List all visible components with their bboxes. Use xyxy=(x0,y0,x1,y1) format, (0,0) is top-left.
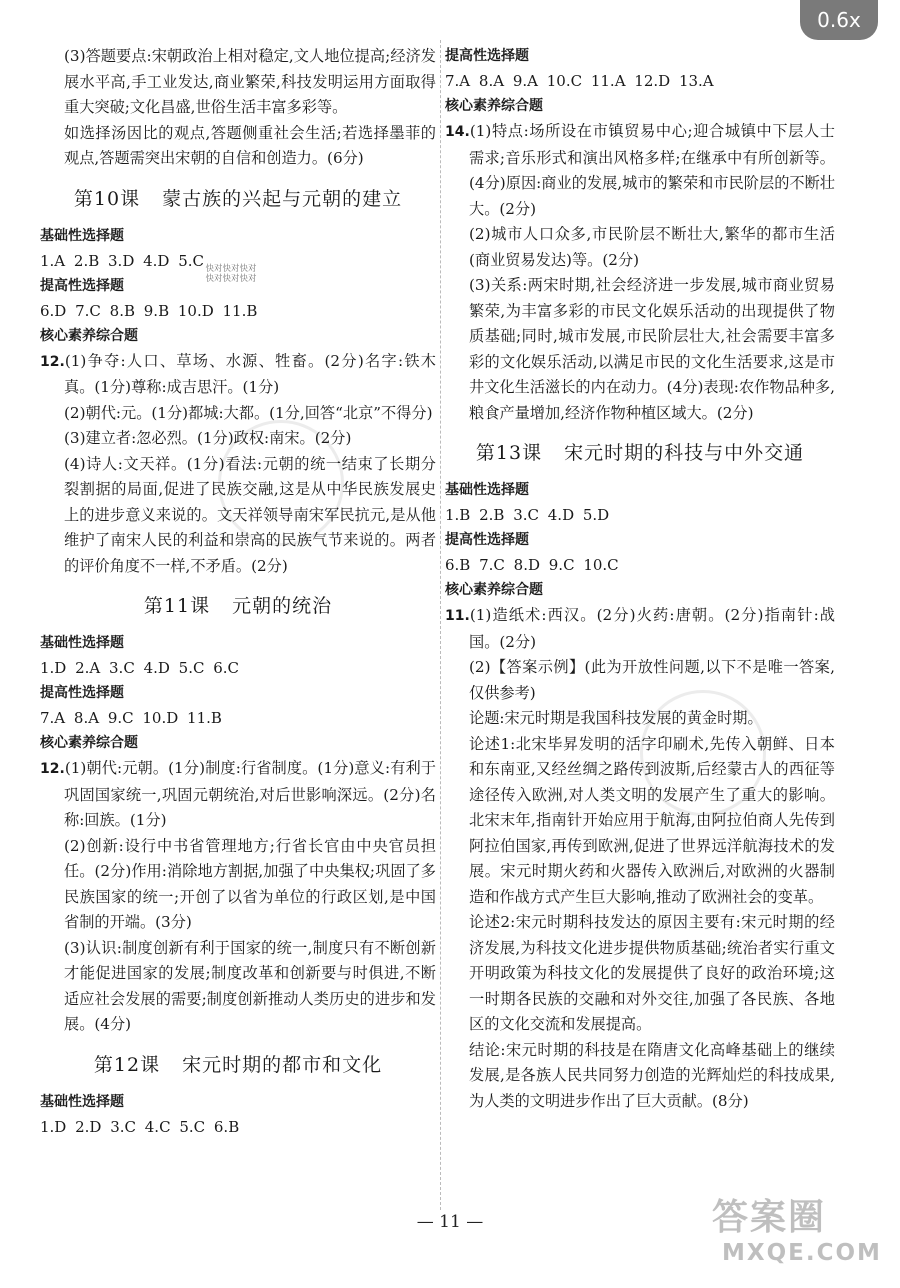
answer-paragraph: (2)朝代:元。(1分)都城:大都。(1分,回答“北京”不得分) xyxy=(64,403,433,422)
answer-paragraph: 论题:宋元时期是我国科技发展的黄金时期。 xyxy=(469,709,763,727)
lesson-title xyxy=(445,438,835,468)
section-heading: 提高性选择题 xyxy=(445,48,529,64)
answer-line: 7.A 8.A 9.C 10.D 11.B xyxy=(40,709,222,727)
answer-paragraph: (2)创新:设行中书省管理地方;行省长官由中央官员担任。(2分)作用:消除地方割据,加强了中央集权;巩固了多民族国家的统一;开创了以省为单位的行政区划,是中国省制的开端。(3分) xyxy=(64,836,436,931)
answer-paragraph: (2)城市人口众多,市民阶层不断壮大,繁华的都市生活(商业贸易发达)等。(2分) xyxy=(469,225,835,269)
question-number: 11. xyxy=(445,608,470,624)
lesson-number: 第11课 xyxy=(143,595,211,617)
section-heading: 核心素养综合题 xyxy=(40,735,138,751)
stamp-watermark: 快对快对快对 快对快对快对 xyxy=(205,264,257,284)
lesson-name: 宋元时期的都市和文化 xyxy=(182,1053,383,1076)
question-answer xyxy=(445,119,835,222)
section-heading: 提高性选择题 xyxy=(445,532,529,548)
answer-text: (1)争夺:人口、草场、水源、牲畜。(2分)名字:铁木真。(1分)尊称:成吉思汗。(1分) xyxy=(64,351,436,396)
section-heading: 提高性选择题 xyxy=(40,277,124,294)
answer-paragraph: 论述1:北宋毕昇发明的活字印刷术,先传入朝鲜、日本和东南亚,又经丝绸之路传到波斯,后经蒙古人的西征等途径传入欧洲,对人类文明的发展产生了重大的影响。北宋末年,指南针开始应用于航海,由阿拉伯商人先传到阿拉伯国家,再传到欧洲,促进了世界远洋航海技术的发展。宋元时期火药和火器传入欧洲后,对欧洲的火器制造和作战方式产生巨大影响,推动了欧洲社会的变革。 xyxy=(469,734,835,906)
answer-text: (1)朝代:元朝。(1分)制度:行省制度。(1分)意义:有利于巩固国家统一,巩固元朝统治,对后世影响深远。(2分)名称:回族。(1分) xyxy=(64,759,436,829)
section-heading: 基础性选择题 xyxy=(40,1093,124,1110)
section-heading: 核心素养综合题 xyxy=(40,327,138,344)
section-heading: 基础性选择题 xyxy=(445,482,529,498)
section-heading: 核心素养综合题 xyxy=(445,98,543,114)
answer-paragraph: (3)关系:两宋时期,社会经济进一步发展,城市商业贸易繁荣,为丰富多彩的市民文化娱乐活动的出现提供了物质基础;同时,城市发展,市民阶层壮大,社会需要丰富多彩的文化娱乐活动,以满足市民的文化生活要求,这是市井文化生活滋长的内在动力。(4分)表现:农作物品种多,粮食产量增加,经济作物种植区域大。(2分) xyxy=(469,276,835,422)
question-number: 12. xyxy=(40,761,65,777)
lesson-number: 第12课 xyxy=(93,1053,161,1076)
zoom-level-badge[interactable]: 0.6x xyxy=(800,0,878,40)
answer-paragraph: (3)建立者:忽必烈。(1分)政权:南宋。(2分) xyxy=(64,429,352,447)
answer-line: 6.B 7.C 8.D 9.C 10.C xyxy=(445,556,619,574)
lesson-name: 元朝的统治 xyxy=(232,595,333,617)
answer-paragraph: (4)诗人:文天祥。(1分)看法:元朝的统一结束了长期分裂割据的局面,促进了民族交融,这是从中华民族发展史上的进步意义来说的。文天祥领导南宋军民抗元,是从他维护了南宋人民的利益和崇高的民族气节来说的。两者的评价角度不一样,不矛盾。(2分) xyxy=(64,454,436,575)
section-heading: 基础性选择题 xyxy=(40,635,124,651)
section-heading: 提高性选择题 xyxy=(40,685,124,701)
answer-paragraph: 如选择汤因比的观点,答题侧重社会生活;若选择墨菲的观点,答题需突出宋朝的自信和创造力。(6分) xyxy=(64,123,436,167)
lesson-number: 第10课 xyxy=(73,187,141,210)
answer-line: 1.D 2.A 3.C 4.D 5.C 6.C xyxy=(40,659,240,677)
question-number: 14. xyxy=(445,124,470,140)
lesson-name: 蒙古族的兴起与元朝的建立 xyxy=(162,187,403,210)
answer-paragraph: (3)答题要点:宋朝政治上相对稳定,文人地位提高;经济发展水平高,手工业发达,商业繁荣,科技发明运用方面取得重大突破;文化昌盛,世俗生活丰富多彩等。 xyxy=(64,47,436,116)
answer-paragraph: 结论:宋元时期的科技是在隋唐文化高峰基础上的继续发展,是各族人民共同努力创造的光辉灿烂的科技成果,为人类的文明进步作出了巨大贡献。(8分) xyxy=(469,1040,835,1110)
answer-line: 1.B 2.B 3.C 4.D 5.D xyxy=(445,506,610,524)
answer-line: 6.D 7.C 8.B 9.B 10.D 11.B xyxy=(40,301,258,320)
answer-line: 7.A 8.A 9.A 10.C 11.A 12.D 13.A xyxy=(445,72,714,90)
lesson-name: 宋元时期的科技与中外交通 xyxy=(564,442,805,464)
watermark-domain-text: MXQE.COM xyxy=(722,1240,882,1266)
answer-text: (1)造纸术:西汉。(2分)火药:唐朝。(2分)指南针:战国。(2分) xyxy=(469,606,835,651)
answer-paragraph: (3)认识:制度创新有利于国家的统一,制度只有不断创新才能促进国家的发展;制度改革和创新要与时俱进,不断适应社会发展的需要;制度创新推动人类历史的进步和发展。(4分) xyxy=(64,938,436,1033)
lesson-title xyxy=(40,184,436,214)
lesson-number: 第13课 xyxy=(475,442,543,464)
answer-paragraph: 论述2:宋元时期科技发达的原因主要有:宋元时期的经济发展,为科技文化进步提供物质基础;统治者实行重文开明政策为科技文化的发展提供了良好的政治环境;这一时期各民族的交融和对外交往,加强了各民族、各地区的文化交流和发展提高。 xyxy=(469,913,835,1033)
question-answer xyxy=(40,756,436,834)
section-heading: 核心素养综合题 xyxy=(445,582,543,598)
watermark-main-text: 答案圈 xyxy=(712,1197,827,1238)
column-divider xyxy=(440,40,441,1210)
answer-paragraph: (2)【答案示例】(此为开放性问题,以下不是唯一答案,仅供参考) xyxy=(469,658,835,702)
answer-text: (1)特点:场所设在市镇贸易中心;迎合城镇中下层人士需求;音乐形式和演出风格多样;在继承中有所创新等。(4分)原因:商业的发展,城市的繁荣和市民阶层的不断壮大。(2分) xyxy=(469,122,835,218)
section-heading: 基础性选择题 xyxy=(40,227,124,244)
question-answer xyxy=(445,603,835,655)
question-answer xyxy=(40,349,436,401)
site-watermark xyxy=(712,1196,882,1266)
page-number: — 11 — xyxy=(416,1212,484,1232)
right-column xyxy=(445,44,835,1114)
lesson-title xyxy=(40,1050,436,1080)
answer-line: 1.D 2.D 3.C 4.C 5.C 6.B xyxy=(40,1117,240,1136)
question-number: 12. xyxy=(40,353,65,370)
left-column xyxy=(40,44,436,1140)
answer-line: 1.A 2.B 3.D 4.D 5.C xyxy=(40,251,205,270)
lesson-title xyxy=(40,591,436,621)
